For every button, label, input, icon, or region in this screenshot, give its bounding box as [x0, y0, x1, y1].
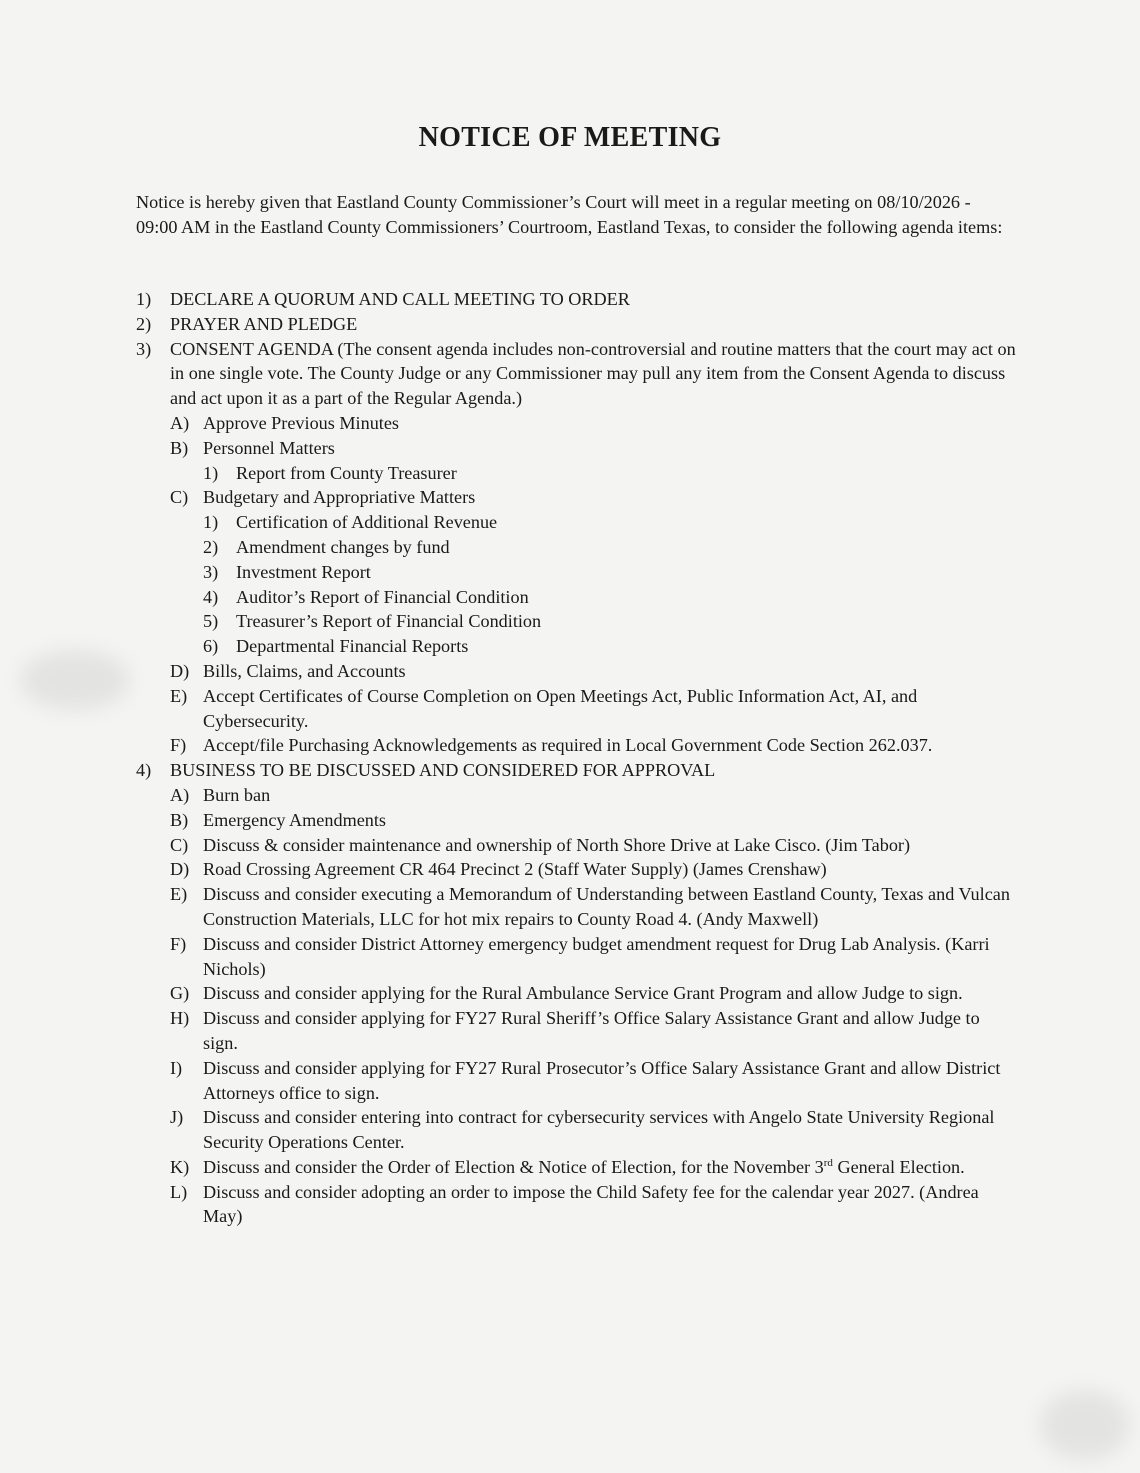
agenda-subsubitem: [136, 535, 1016, 560]
item-text: Discuss & consider maintenance and ownership of North Shore Drive at Lake Cisco. (Jim Tabor): [203, 834, 911, 855]
agenda-item: [136, 312, 1016, 337]
item-text: CONSENT AGENDA (The consent agenda includes non-controversial and routine matters that the court may act on in one single vote. The County Judge or any Commissioner may pull any item from the Consent Agenda to discuss and act upon it as a part of the Regular Agenda.): [170, 338, 1016, 409]
item-text: PRAYER AND PLEDGE: [170, 313, 358, 334]
item-marker: D): [170, 660, 190, 681]
agenda-subitem: [136, 981, 1016, 1006]
agenda-subsubitem: [136, 585, 1016, 610]
agenda-subitem: [136, 436, 1016, 461]
agenda-subitem: [136, 808, 1016, 833]
item-marker: A): [170, 784, 190, 805]
item-marker: 1): [136, 289, 152, 309]
item-marker: C): [170, 487, 189, 508]
item-text: Budgetary and Appropriative Matters: [203, 487, 476, 508]
item-marker: J): [170, 1107, 184, 1128]
item-text: Burn ban: [203, 784, 271, 805]
agenda-subitem: [136, 1056, 1016, 1106]
item-marker: B): [170, 437, 189, 458]
item-marker: I): [170, 1057, 183, 1078]
item-text: Auditor’s Report of Financial Condition: [236, 586, 529, 607]
item-text: Departmental Financial Reports: [236, 636, 469, 657]
agenda-subsubitem: [136, 461, 1016, 486]
intro-paragraph: Notice is hereby given that Eastland County Commissioner’s Court will meet in a regular meeting on 08/10/2026 - 09:00 AM in the Eastland County Commissioners’ Courtroom, Eastland Texas, to consider the following agenda items:: [136, 192, 1003, 237]
item-text: Discuss and consider applying for FY27 Rural Sheriff’s Office Salary Assistance Grant and allow Judge to sign.: [203, 1008, 980, 1053]
item-text: Certification of Additional Revenue: [236, 512, 498, 533]
item-marker: 4): [203, 586, 219, 607]
agenda-subitem: [136, 1105, 1016, 1155]
item-marker: 1): [203, 462, 219, 483]
item-marker: L): [170, 1181, 188, 1202]
item-text: Treasurer’s Report of Financial Condition: [236, 611, 542, 632]
item-text: BUSINESS TO BE DISCUSSED AND CONSIDERED FOR APPROVAL: [170, 760, 716, 781]
item-marker: 3): [203, 561, 219, 582]
agenda-item: [136, 758, 1016, 783]
item-marker: H): [170, 1008, 190, 1029]
agenda-list: [136, 287, 1016, 1229]
item-text: DECLARE A QUORUM AND CALL MEETING TO ORDER: [170, 289, 630, 309]
agenda-subitem: [136, 733, 1016, 758]
agenda-subitem: [136, 1155, 1016, 1180]
item-marker: 4): [136, 760, 152, 781]
agenda-subitem: [136, 857, 1016, 882]
agenda-subitem: [136, 659, 1016, 684]
agenda-subsubitem: [136, 510, 1016, 535]
item-marker: 5): [203, 611, 219, 632]
agenda-subitem: [136, 684, 1016, 734]
item-text: Road Crossing Agreement CR 464 Precinct 2 (Staff Water Supply) (James Crenshaw): [203, 859, 827, 880]
item-marker: 1): [203, 512, 219, 533]
agenda-item: [136, 337, 1016, 411]
agenda-subitem: [136, 1006, 1016, 1056]
item-text: Emergency Amendments: [203, 809, 387, 830]
item-marker: F): [170, 735, 187, 756]
item-text: Amendment changes by fund: [236, 536, 450, 557]
item-marker: B): [170, 809, 189, 830]
item-text: Accept/file Purchasing Acknowledgements as required in Local Government Code Section 262.037.: [203, 735, 933, 756]
agenda-subitem: [136, 833, 1016, 858]
item-text: Approve Previous Minutes: [203, 412, 400, 433]
agenda-subitem: [136, 783, 1016, 808]
item-text: Discuss and consider the Order of Election & Notice of Election, for the November 3rd General Election.: [203, 1156, 965, 1177]
agenda-subitem: [136, 411, 1016, 436]
agenda-item: [136, 287, 1016, 312]
ordinal-suffix: rd: [823, 1156, 833, 1169]
item-text: Investment Report: [236, 561, 371, 582]
item-marker: D): [170, 859, 190, 880]
agenda-subsubitem: [136, 609, 1016, 634]
item-text: Discuss and consider adopting an order to impose the Child Safety fee for the calendar year 2027. (Andrea May): [203, 1181, 979, 1227]
agenda-subitem: [136, 882, 1016, 932]
item-marker: G): [170, 983, 190, 1004]
item-marker: E): [170, 685, 188, 706]
agenda-subitem: [136, 932, 1016, 982]
item-text: Discuss and consider executing a Memorandum of Understanding between Eastland County, Texas and Vulcan Construction Materials, LLC for hot mix repairs to County Road 4. (Andy Maxwell): [203, 884, 1010, 929]
agenda-subsubitem: [136, 634, 1016, 659]
page-title: NOTICE OF MEETING: [418, 122, 722, 153]
scan-smudge: [20, 650, 130, 710]
item-marker: E): [170, 884, 188, 905]
item-marker: K): [170, 1156, 190, 1177]
item-marker: 2): [203, 536, 219, 557]
item-marker: C): [170, 834, 189, 855]
item-text: Discuss and consider District Attorney emergency budget amendment request for Drug Lab Analysis. (Karri Nichols): [203, 933, 990, 979]
item-marker: 2): [136, 313, 152, 334]
item-text: Discuss and consider applying for the Rural Ambulance Service Grant Program and allow Judge to sign.: [203, 983, 963, 1004]
scan-smudge: [1040, 1390, 1130, 1460]
item-text: Discuss and consider applying for FY27 Rural Prosecutor’s Office Salary Assistance Grant and allow District Attorneys office to sign.: [203, 1057, 1001, 1103]
agenda-subsubitem: [136, 560, 1016, 585]
item-text: Report from County Treasurer: [236, 462, 457, 483]
item-marker: 6): [203, 636, 219, 657]
item-text: Accept Certificates of Course Completion on Open Meetings Act, Public Information Act, AI, and Cybersecurity.: [203, 685, 918, 731]
agenda-subitem: [136, 485, 1016, 510]
item-marker: A): [170, 412, 190, 433]
item-text: Discuss and consider entering into contract for cybersecurity services with Angelo State University Regional Security Operations Center.: [203, 1107, 995, 1153]
item-text: Bills, Claims, and Accounts: [203, 660, 406, 681]
item-marker: 3): [136, 338, 152, 359]
item-marker: F): [170, 933, 187, 954]
agenda-subitem: [136, 1180, 1016, 1230]
item-text: Personnel Matters: [203, 437, 335, 458]
